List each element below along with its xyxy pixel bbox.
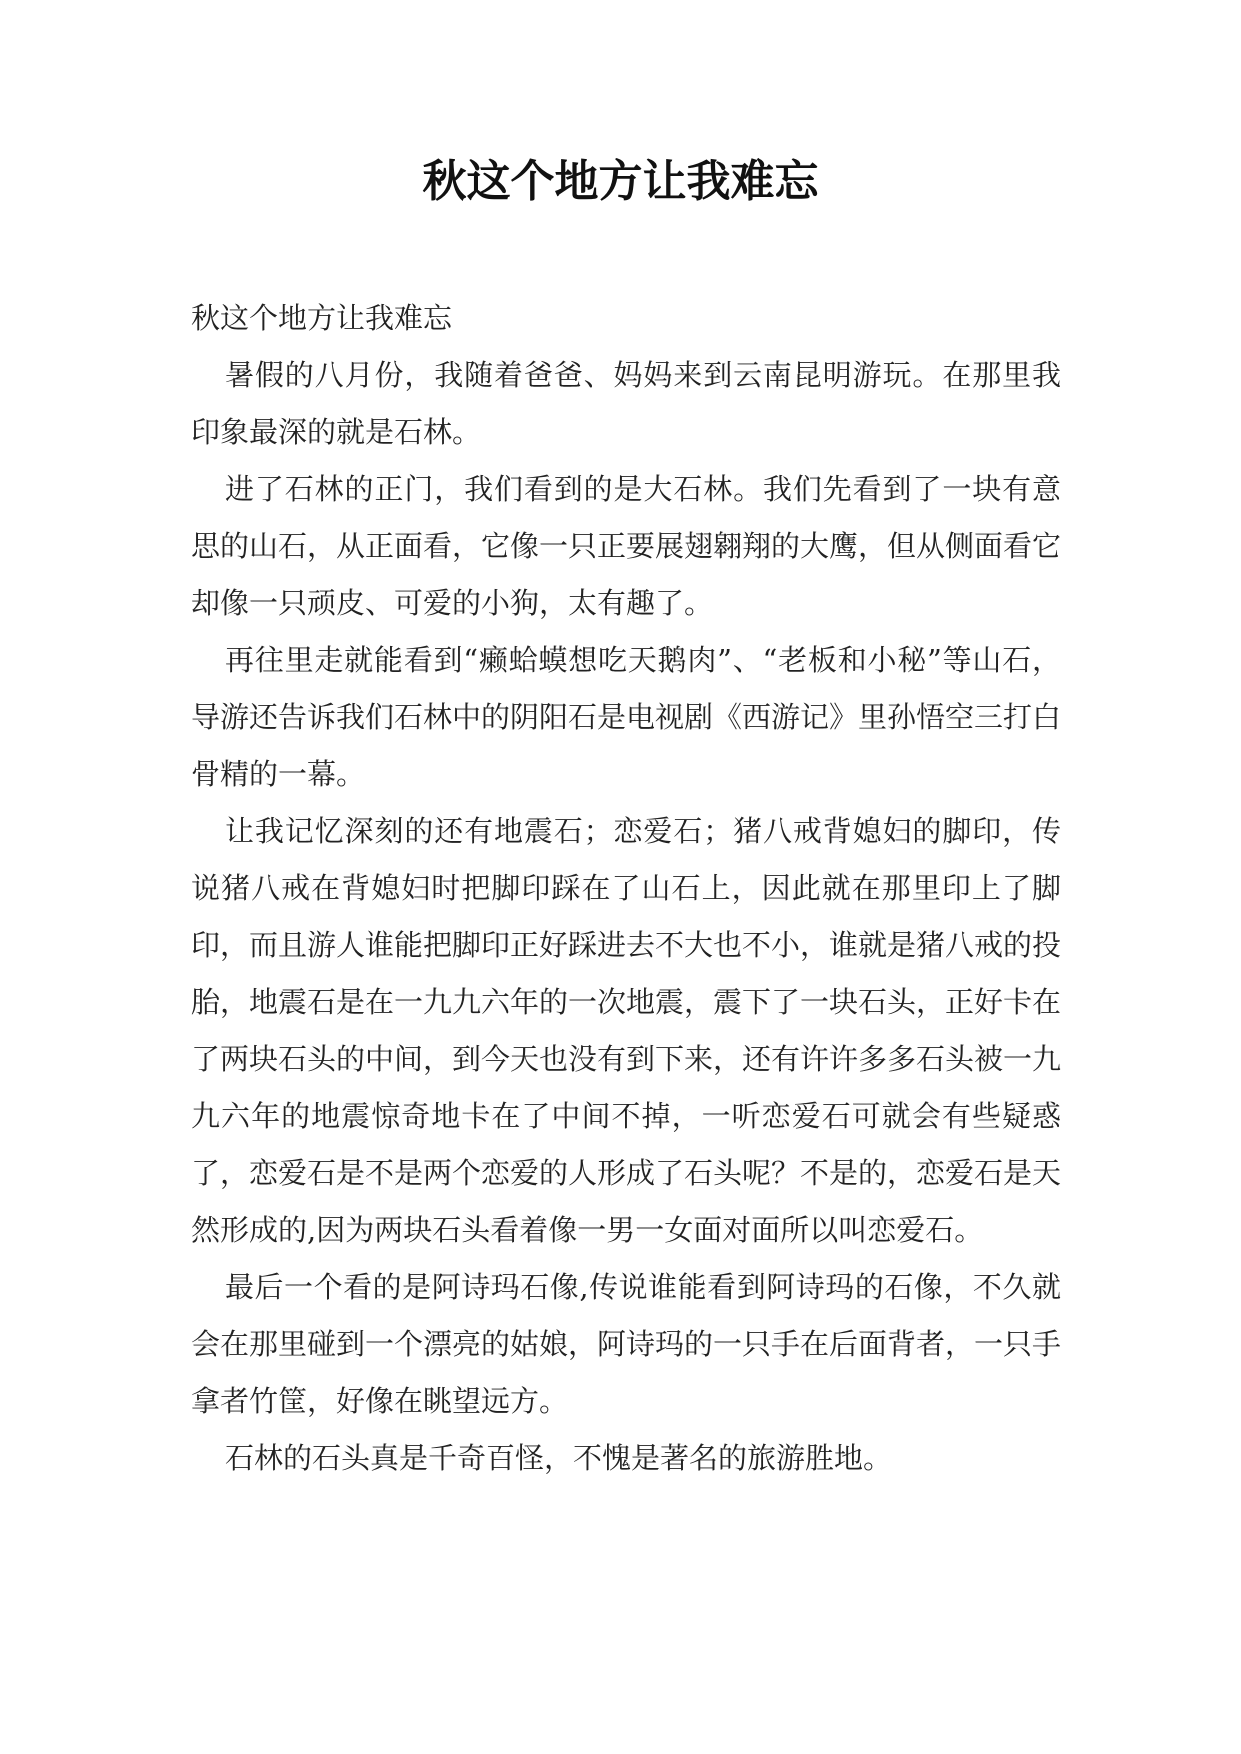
paragraph-5: 最后一个看的是阿诗玛石像,传说谁能看到阿诗玛的石像，不久就会在那里碰到一个漂亮的姑娘，阿诗玛的一只手在后面背者，一只手拿者竹筐，好像在眺望远方。 bbox=[191, 1270, 1062, 1418]
document-title: 秋这个地方让我难忘 bbox=[422, 156, 819, 207]
paragraph-4: 让我记忆深刻的还有地震石；恋爱石；猪八戒背媳妇的脚印，传说猪八戒在背媳妇时把脚印踩在了山石上，因此就在那里印上了脚印，而且游人谁能把脚印正好踩进去不大也不小，谁就是猪八戒的投胎，地震石是在一九九六年的一次地震，震下了一块石头，正好卡在了两块石头的中间，到今天也没有到下来，还有许许多多石头被一九九六年的地震惊奇地卡在了中间不掉，一听恋爱石可就会有些疑惑了，恋爱石是不是两个恋爱的人形成了石头呢？不是的，恋爱石是天然形成的,因为两块石头看着像一男一女面对面所以叫恋爱石。 bbox=[191, 814, 1062, 1247]
document-body bbox=[191, 290, 1061, 1487]
body-heading-line: 秋这个地方让我难忘 bbox=[191, 301, 453, 335]
paragraph-2: 进了石林的正门，我们看到的是大石林。我们先看到了一块有意思的山石，从正面看，它像一只正要展翅翱翔的大鹰，但从侧面看它却像一只顽皮、可爱的小狗，太有趣了。 bbox=[191, 472, 1062, 620]
paragraph-1: 暑假的八月份，我随着爸爸、妈妈来到云南昆明游玩。在那里我印象最深的就是石林。 bbox=[191, 358, 1061, 449]
paragraph-3: 再往里走就能看到“癞蛤蟆想吃天鹅肉”、“老板和小秘”等山石，导游还告诉我们石林中的阴阳石是电视剧《西游记》里孙悟空三打白骨精的一幕。 bbox=[191, 643, 1062, 791]
paragraph-6: 石林的石头真是千奇百怪，不愧是著名的旅游胜地。 bbox=[225, 1441, 893, 1475]
